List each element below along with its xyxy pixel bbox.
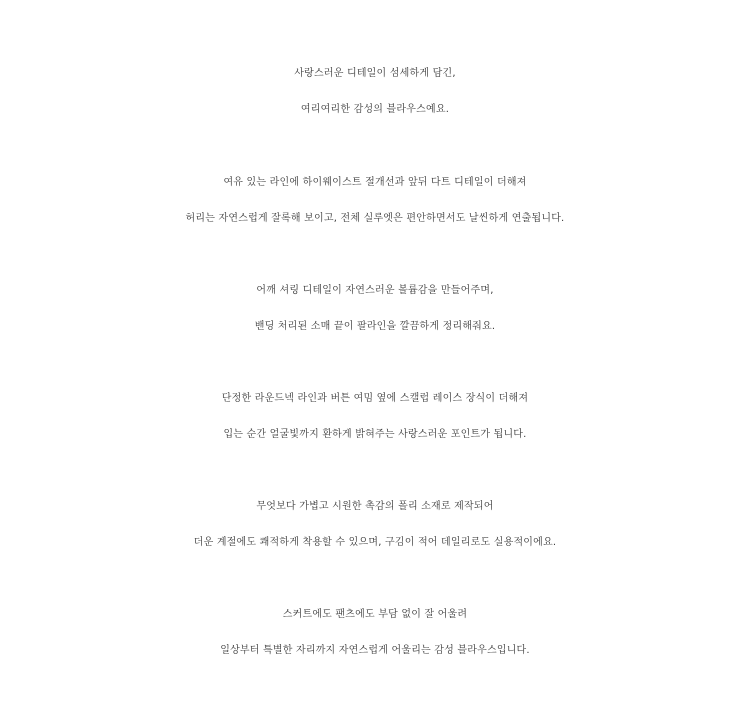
paragraph-neckline <box>0 381 750 453</box>
text-line: 무엇보다 가볍고 시원한 촉감의 폴리 소재로 제작되어 <box>256 501 494 512</box>
paragraph-fabric <box>0 489 750 561</box>
text-line: 허리는 자연스럽게 잘록해 보이고, 전체 실루엣은 편안하면서도 날씬하게 연출됩니다. <box>185 213 565 224</box>
text-line: 어깨 셔링 디테일이 자연스러운 볼륨감을 만들어주며, <box>256 285 494 296</box>
paragraph-intro <box>0 56 750 128</box>
paragraph-styling <box>0 597 750 669</box>
text-line: 단정한 라운드넥 라인과 버튼 여밈 옆에 스캘럽 레이스 장식이 더해져 <box>221 393 529 404</box>
text-line: 일상부터 특별한 자리까지 자연스럽게 어울리는 감성 블라우스입니다. <box>220 645 530 656</box>
paragraph-shoulder-sleeve <box>0 273 750 345</box>
text-line: 여리여리한 감성의 블라우스예요. <box>300 104 450 115</box>
paragraph-silhouette <box>0 165 750 237</box>
text-line: 입는 순간 얼굴빛까지 환하게 밝혀주는 사랑스러운 포인트가 됩니다. <box>223 429 527 440</box>
text-line: 여유 있는 라인에 하이웨이스트 절개선과 앞뒤 다트 디테일이 더해져 <box>223 177 527 188</box>
text-line: 사랑스러운 디테일이 섬세하게 담긴, <box>294 68 456 79</box>
text-line: 더운 계절에도 쾌적하게 착용할 수 있으며, 구김이 적어 데일리로도 실용적이에요. <box>193 537 557 548</box>
text-line: 밴딩 처리된 소매 끝이 팔라인을 깔끔하게 정리해줘요. <box>254 321 496 332</box>
text-line: 스커트에도 팬츠에도 부담 없이 잘 어울려 <box>282 609 468 620</box>
